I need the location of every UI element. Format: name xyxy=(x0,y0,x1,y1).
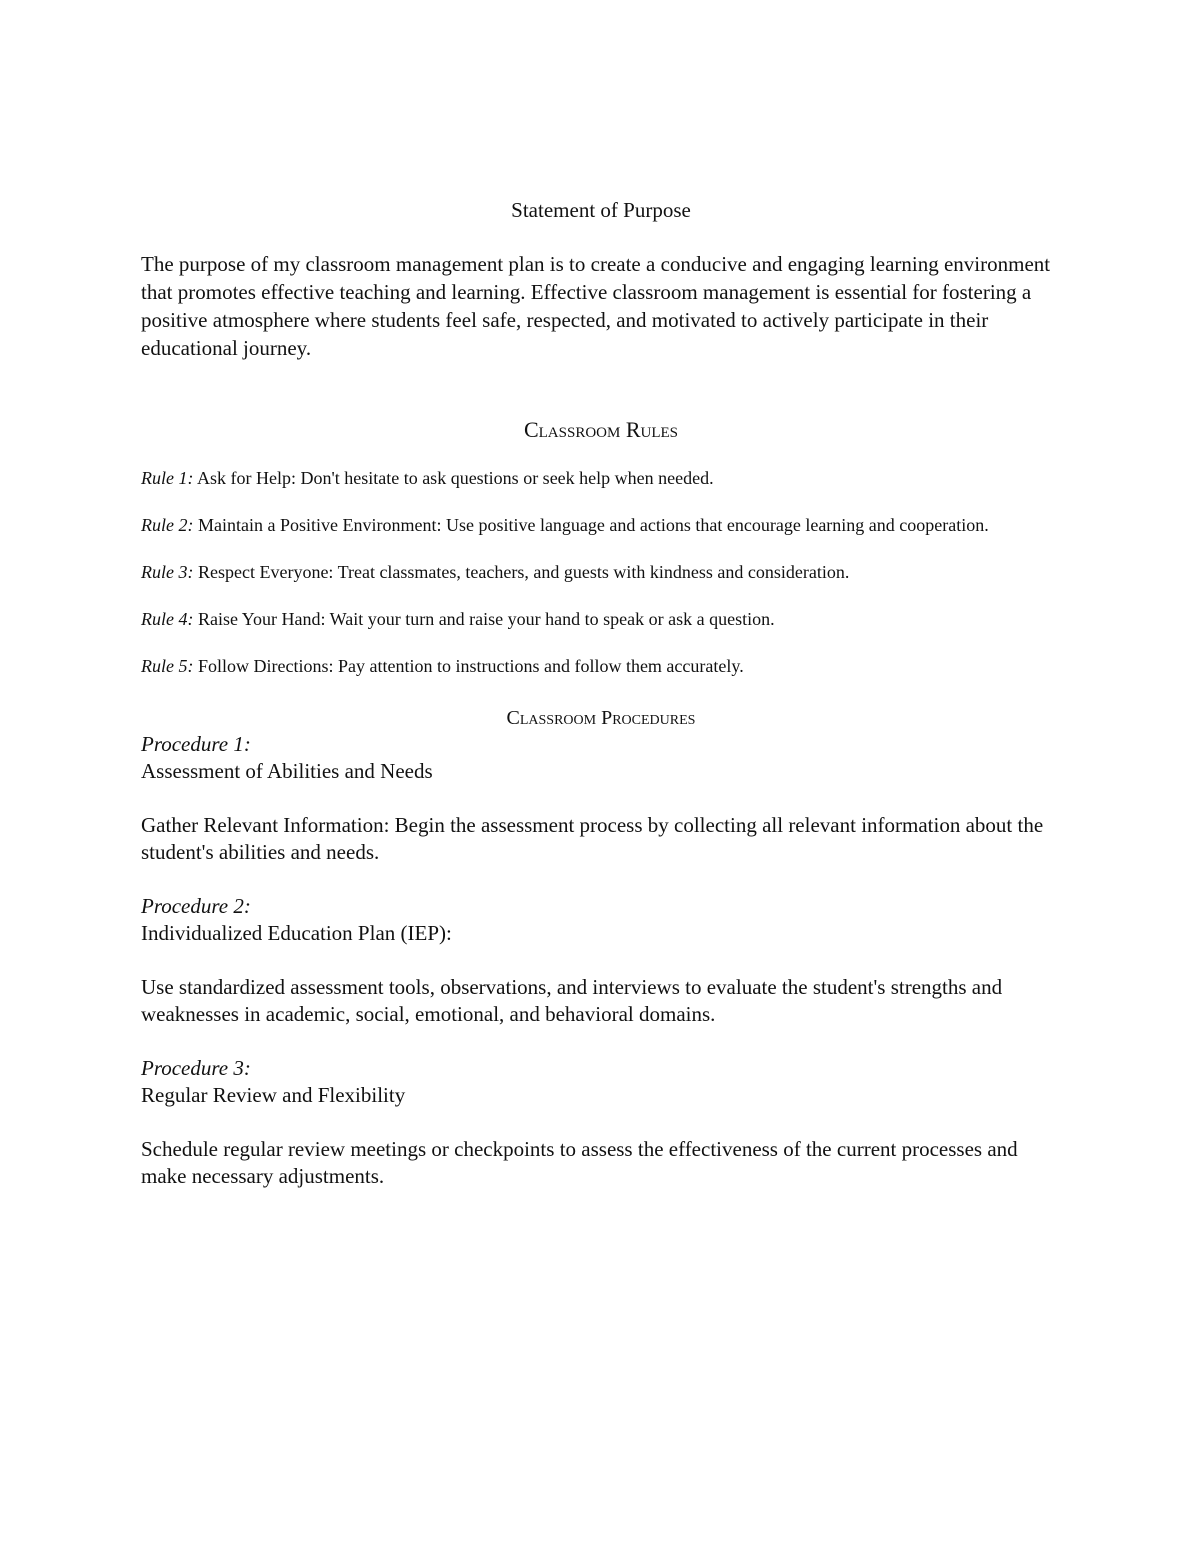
procedure-item xyxy=(141,893,1061,1028)
procedure-label: Procedure 3: xyxy=(141,1056,251,1080)
rule-label: Rule 4: xyxy=(141,609,194,629)
procedure-title: Assessment of Abilities and Needs xyxy=(141,759,433,783)
rule-text: Raise Your Hand: Wait your turn and raise your hand to speak or ask a question. xyxy=(193,609,775,629)
procedure-description: Schedule regular review meetings or checkpoints to assess the effectiveness of the current processes and make necessary adjustments. xyxy=(141,1137,1018,1188)
rules-heading: Classroom Rules xyxy=(523,417,679,442)
rule-text: Follow Directions: Pay attention to instructions and follow them accurately. xyxy=(193,656,744,676)
purpose-title: Statement of Purpose xyxy=(511,198,691,222)
rule-label: Rule 5: xyxy=(141,656,194,676)
rule-text: Respect Everyone: Treat classmates, teachers, and guests with kindness and consideration. xyxy=(193,562,850,582)
procedure-label: Procedure 1: xyxy=(141,732,251,756)
rule-text: Ask for Help: Don't hesitate to ask questions or seek help when needed. xyxy=(193,468,714,488)
rule-item xyxy=(141,467,1061,490)
procedure-label: Procedure 2: xyxy=(141,894,251,918)
procedure-title: Regular Review and Flexibility xyxy=(141,1083,406,1107)
rule-item xyxy=(141,561,1061,584)
procedure-item xyxy=(141,1055,1061,1190)
rule-item xyxy=(141,655,1061,678)
rule-label: Rule 1: xyxy=(141,468,194,488)
rules-list xyxy=(141,467,1061,678)
procedures-heading: Classroom Procedures xyxy=(506,707,696,729)
rule-item xyxy=(141,608,1061,631)
document-content xyxy=(141,196,1061,1190)
purpose-paragraph: The purpose of my classroom management plan is to create a conducive and engaging learning environment that promotes effective teaching and learning. Effective classroom management is essential for fostering a positive atmosphere where students feel safe, respected, and motivated to actively participate in their educational journey. xyxy=(141,252,1051,360)
procedure-title: Individualized Education Plan (IEP): xyxy=(141,921,452,945)
procedures-list xyxy=(141,731,1061,1190)
procedure-item xyxy=(141,731,1061,866)
procedure-description: Gather Relevant Information: Begin the assessment process by collecting all relevant information about the student's abilities and needs. xyxy=(141,813,1044,864)
procedure-description: Use standardized assessment tools, observations, and interviews to evaluate the student's strengths and weaknesses in academic, social, emotional, and behavioral domains. xyxy=(141,975,1003,1026)
rule-label: Rule 3: xyxy=(141,562,194,582)
rule-label: Rule 2: xyxy=(141,515,194,535)
rule-text: Maintain a Positive Environment: Use positive language and actions that encourage learning and cooperation. xyxy=(193,515,989,535)
rule-item xyxy=(141,514,1061,537)
